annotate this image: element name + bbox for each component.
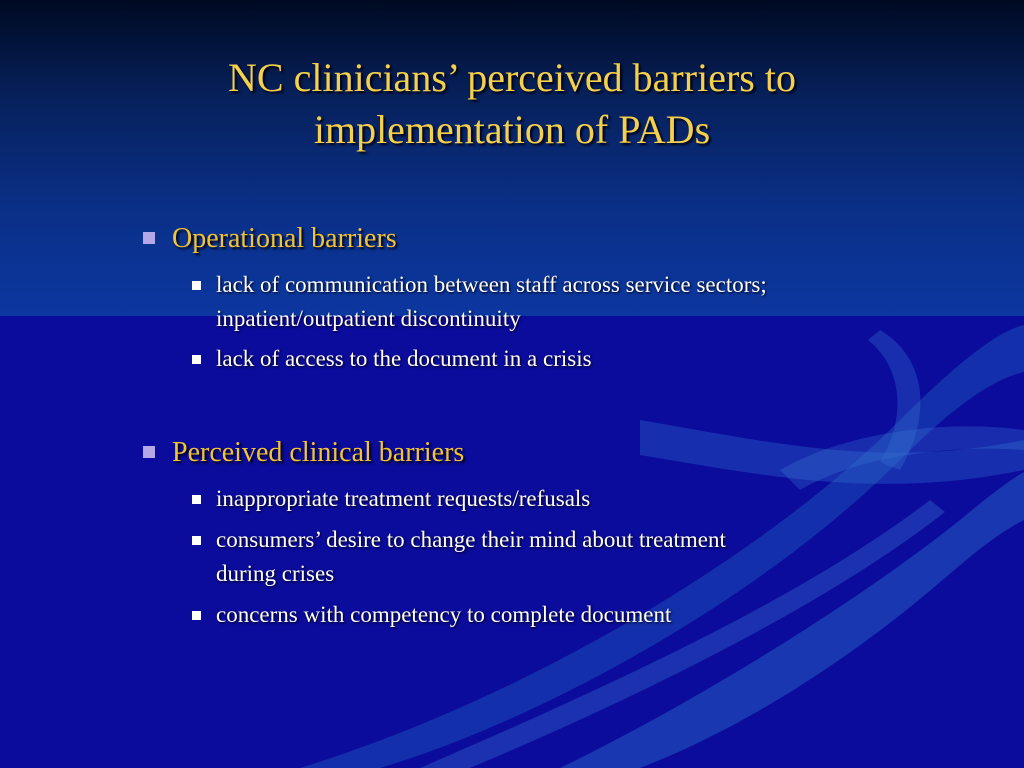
list-item	[216, 268, 767, 336]
list-item-text: inpatient/outpatient discontinuity	[216, 306, 521, 331]
section-heading-text: Operational barriers	[172, 223, 397, 254]
section-heading-operational	[172, 222, 397, 256]
list-item	[216, 342, 592, 376]
list-item	[216, 482, 590, 516]
square-bullet-icon	[192, 611, 201, 620]
list-item	[216, 523, 726, 591]
square-bullet-icon	[192, 281, 201, 290]
square-bullet-icon	[192, 495, 201, 504]
square-bullet-icon	[143, 232, 155, 244]
list-item-text: during crises	[216, 561, 335, 586]
list-item-text: lack of access to the document in a crisis	[216, 346, 592, 371]
section-heading-text: Perceived clinical barriers	[172, 437, 465, 468]
list-item-text: concerns with competency to complete document	[216, 602, 672, 627]
title-line-1: NC clinicians’ perceived barriers to	[228, 55, 796, 100]
title-line-2: implementation of PADs	[313, 107, 711, 152]
square-bullet-icon	[192, 355, 201, 364]
list-item-text: lack of communication between staff across service sectors;	[216, 272, 767, 297]
square-bullet-icon	[143, 446, 155, 458]
list-item-text: consumers’ desire to change their mind about treatment	[216, 527, 726, 552]
list-item-text: inappropriate treatment requests/refusals	[216, 486, 591, 511]
section-heading-clinical	[172, 436, 464, 470]
square-bullet-icon	[192, 536, 201, 545]
list-item	[216, 598, 671, 632]
